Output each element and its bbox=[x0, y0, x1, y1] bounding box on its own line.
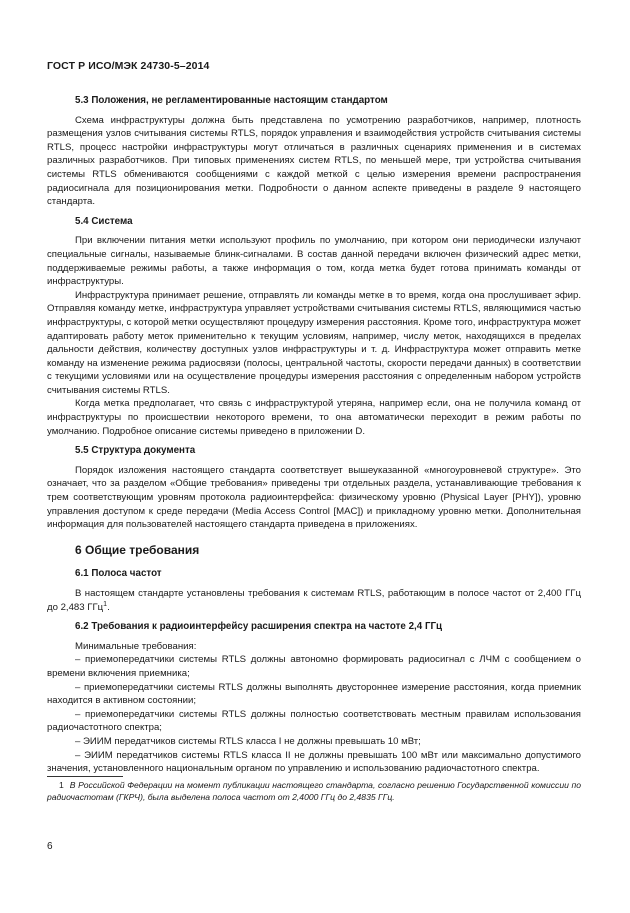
section-6-1-paragraph bbox=[47, 587, 581, 614]
section-5-5-title: 5.5 Структура документа bbox=[75, 445, 196, 457]
requirement-item: – приемопередатчики системы RTLS должны автономно формировать радиосигнал с ЛЧМ с сообщением о времени включения приемника; bbox=[47, 654, 581, 679]
document-header: ГОСТ Р ИСО/МЭК 24730-5–2014 bbox=[47, 60, 210, 72]
footnote-number: 1 bbox=[59, 779, 64, 790]
footnote-reference: 1 bbox=[103, 600, 108, 608]
section-6-title: 6 Общие требования bbox=[75, 542, 200, 557]
section-5-4-paragraph-1: При включении питания метки используют профиль по умолчанию, при котором они периодически излучают специальные сигналы, называемые блинк-сигналами. В состав данной передачи включен физический адрес метки, поддерживаемые режимы работы, а также информация о том, когда метка будет готова принимать команды от инфраструктуры. bbox=[47, 235, 581, 288]
section-5-4-paragraph-3: Когда метка предполагает, что связь с инфраструктурой утеряна, например если, она не получила команд от инфраструктуры по происшествии некоторого времени, то она автоматически переходит в режим работы по умолчанию. Подробное описание системы приведено в приложении D. bbox=[47, 398, 581, 437]
section-6-1-title: 6.1 Полоса частот bbox=[75, 568, 162, 580]
section-6-1-text-end: . bbox=[107, 601, 110, 613]
section-5-5-paragraph: Порядок изложения настоящего стандарта соответствует вышеуказанной «многоуровневой структуре». Это означает, что за разделом «Общие требования» приведены три отдельных раздела, устанавливающие требования к трем соответствующим уровням протокола радиоинтерфейса: физическому уровню (Physical Layer [PHY]), уровню управления доступом к среде передачи (Media Access Control [MAC]) и прикладному уровню метки. Дополнительная информация для пользователей настоящего стандарта приведена в приложениях. bbox=[47, 464, 581, 531]
requirements-intro: Минимальные требования: bbox=[75, 640, 197, 652]
section-5-4-title: 5.4 Система bbox=[75, 215, 133, 227]
section-5-3-title: 5.3 Положения, не регламентированные настоящим стандартом bbox=[75, 95, 388, 106]
requirement-item: – приемопередатчики системы RTLS должны полностью соответствовать местным правилам использования радиочастотного спектра; bbox=[47, 708, 581, 734]
requirement-item: – ЭИИМ передатчиков системы RTLS класса II не должны превышать 100 мВт или максимально допустимого значения, установленного национальным органом по управлению и использованию радиочастотного спектра. bbox=[47, 749, 581, 775]
document-body bbox=[47, 94, 581, 803]
section-5-4-paragraph-2: Инфраструктура принимает решение, отправлять ли команды метке в то время, когда она прослушивает эфир. Отправляя команду метке, инфраструктура управляет устройствами считывания системы RTLS, являющимися частью инфраструктуры, с которой метки осуществляют процедуру измерения расстояния. Кроме того, инфраструктура может адаптировать работу меток применительно к текущим условиям, например, числу меток, находящихся в пределах дальности действия, количеству доступных узлов инфраструктуры и т. д. Инфраструктура может отправить метке команду на изменение режима радиосвязи (полосы, центральной частоты, скорости передачи данных) в соответствии с текущими условиями или на осуществление процедуры измерения расстояния с определенным набором устройств считывания системы RTLS. bbox=[47, 289, 581, 396]
requirement-item: – ЭИИМ передатчиков системы RTLS класса I не должны превышать 10 мВт; bbox=[75, 735, 421, 747]
section-5-3-paragraph: Схема инфраструктуры должна быть представлена по усмотрению разработчиков, например, плотность размещения узлов считывания системы RTLS, порядок управления и взаимодействия устройств считывания системы RTLS, процесс настройки инфраструктуры могут отличаться в различных сценариях применения и в системах различных разработчиков. При типовых применениях систем RTLS, по меньшей мере, три устройства считывания системы RTLS обмениваются сообщениями с каждой меткой с целью измерения времени распространения радиосигнала для позиционирования метки. Подробности о данном аспекте приведены в разделе 9 настоящего стандарта. bbox=[47, 114, 581, 208]
footnote bbox=[47, 779, 581, 803]
section-6-2-title: 6.2 Требования к радиоинтерфейсу расширения спектра на частоте 2,4 ГГц bbox=[75, 621, 443, 633]
requirement-item: – приемопередатчики системы RTLS должны выполнять двустороннее измерение расстояния, когда приемник находится в активном состоянии; bbox=[47, 681, 581, 707]
page-number: 6 bbox=[47, 841, 53, 852]
footnote-text: В Российской Федерации на момент публикации настоящего стандарта, согласно решению Государственной комиссии по радиочастотам (ГКРЧ), была выделена полоса частот от 2,4000 ГГц до 2,4835 ГГц. bbox=[47, 779, 581, 802]
footnote-divider bbox=[47, 776, 123, 777]
section-6-1-text: В настоящем стандарте установлены требования к системам RTLS, работающим в полосе частот от 2,400 ГГц до 2,483 ГГц bbox=[47, 588, 581, 613]
